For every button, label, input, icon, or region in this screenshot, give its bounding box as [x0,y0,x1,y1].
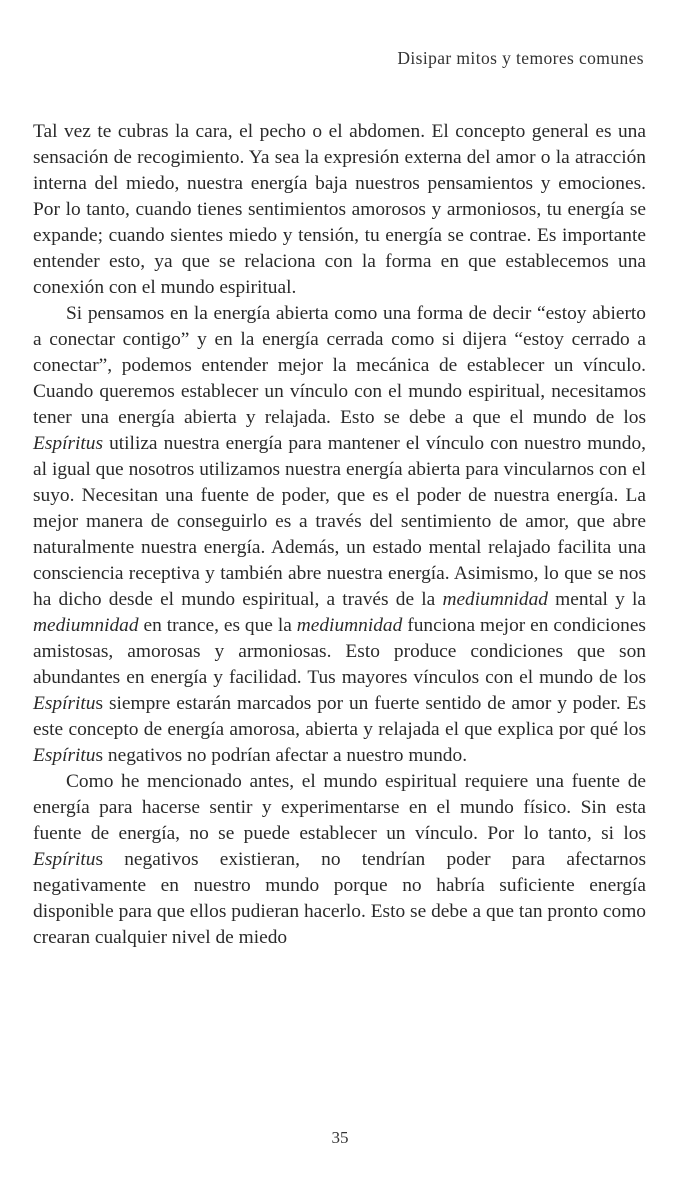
text-run: Como he mencionado antes, el mundo espiritual requiere una fuente de energía para hacerse sentir y experimentarse en el mundo físico. Sin esta fuente de energía, no se puede establecer un vínculo. Por lo tanto, si los [33,771,646,844]
text-run: mental y la [548,589,647,610]
text-run: utiliza nuestra energía para mantener el vínculo con nuestro mundo, al igual que nosotros utilizamos nuestra energía abierta para vincularnos con el suyo. Necesitan una fuente de poder, que es el poder de nuestra energía. La mejor manera de conseguirlo es a través del sentimiento de amor, que abre naturalmente nuestra energía. Además, un estado mental relajado facilita una consciencia receptiva y también abre nuestra energía. Asimismo, lo que se nos ha dicho desde el mundo espiritual, a través de la [33,433,646,610]
italic-run: Espíritu [33,745,96,766]
italic-run: mediumnidad [33,615,139,636]
text-run: en trance, es que la [138,615,297,636]
text-run: funciona mejor en condiciones amistosas, amorosas y armoniosas. Esto produce condiciones que son abundantes en energía y facilidad. Tus mayores vínculos con el mundo de los [33,615,646,688]
text-run: Si pensamos en la energía abierta como una forma de decir “estoy abierto a conectar contigo” y en la energía cerrada como si dijera “estoy cerrado a conectar”, podemos entender mejor la mecánica de establecer un vínculo. Cuando queremos establecer un vínculo con el mundo espiritual, necesitamos tener una energía abierta y relajada. Esto se debe a que el mundo de los [33,303,646,428]
page-number: 35 [331,1128,349,1147]
text-run: s negativos existieran, no tendrían poder para afectarnos negativamente en nuestro mundo porque no habría suficiente energía disponible para que ellos pudieran hacerlo. Esto se debe a que tan pronto como crearan cualquier nivel de miedo [33,849,646,948]
paragraph-3 [33,769,646,951]
paragraph-2 [33,301,646,769]
running-header: Disipar mitos y temores comunes [397,48,644,68]
paragraph-1 [33,119,646,301]
italic-run: Espíritu [33,849,96,870]
text-run: Tal vez te cubras la cara, el pecho o el abdomen. El concepto general es una sensación de recogimiento. Ya sea la expresión externa del amor o la atracción interna del miedo, nuestra energía baja nuestros pensamientos y emociones. Por lo tanto, cuando tienes sentimientos amorosos y armoniosos, tu energía se expande; cuando sientes miedo y tensión, tu energía se contrae. Es importante entender esto, ya que se relaciona con la forma en que establecemos una conexión con el mundo espiritual. [33,121,646,298]
italic-run: Espíritu [33,693,96,714]
italic-run: mediumnidad [442,589,548,610]
body-text [33,119,646,951]
italic-run: Espíritus [33,433,104,454]
text-run: s siempre estarán marcados por un fuerte sentido de amor y poder. Es este concepto de energía amorosa, abierta y relajada el que explica por qué los [33,693,646,740]
text-run: s negativos no podrían afectar a nuestro mundo. [95,745,468,766]
italic-run: mediumnidad [296,615,403,636]
